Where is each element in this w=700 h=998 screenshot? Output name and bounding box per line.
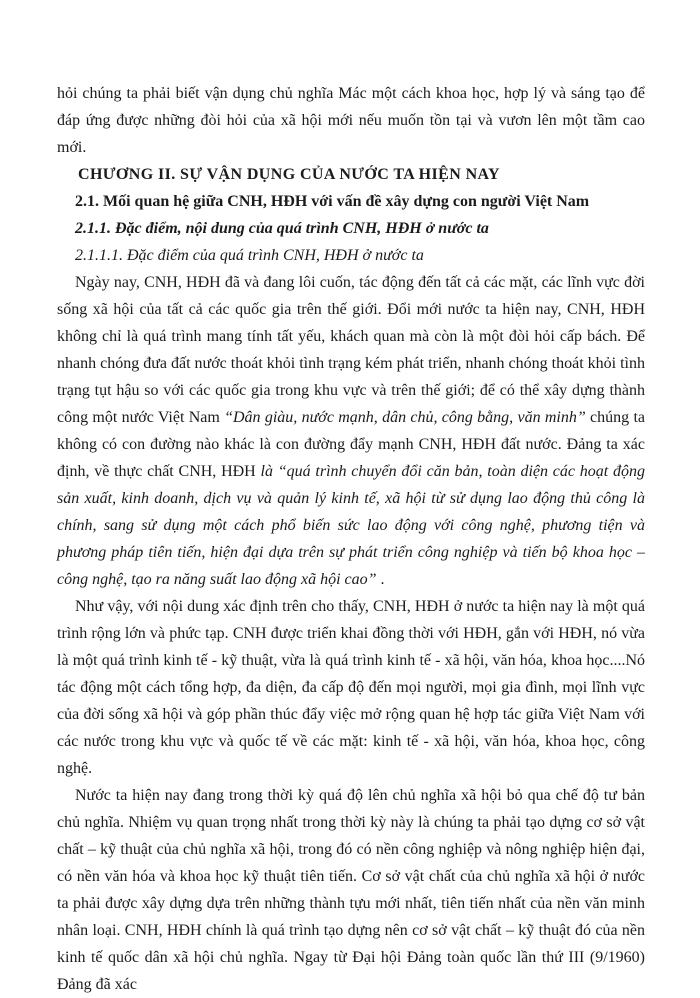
paragraph-1-quote-1: “Dân giàu, nước mạnh, dân chủ, công bằng, văn minh” bbox=[224, 409, 586, 426]
paragraph-2: Như vậy, với nội dung xác định trên cho thấy, CNH, HĐH ở nước ta hiện nay là một quá trình rộng lớn và phức tạp. CNH được triển khai đồng thời với HĐH, gắn với HĐH, nó vừa là một quá trình kinh tế - kỹ thuật, vừa là quá trình kinh tế - xã hội, văn hóa, khoa học....Nó tác động một cách tổng hợp, đa diện, đa cấp độ đến mọi người, mọi gia đình, mọi lĩnh vực của đời sống xã hội và góp phần thúc đẩy việc mở rộng quan hệ hợp tác giữa Việt Nam với các nước trong khu vực và quốc tế về các mặt: kinh tế - xã hội, văn hóa, khoa học, công nghệ. bbox=[57, 598, 645, 777]
continuation-paragraph: hỏi chúng ta phải biết vận dụng chủ nghĩa Mác một cách khoa học, hợp lý và sáng tạo để đáp ứng được những đòi hỏi của xã hội mới nếu muốn tồn tại và vươn lên một tầm cao mới. bbox=[57, 85, 645, 156]
paragraph-1-text-run-3: . bbox=[376, 571, 385, 588]
paragraph-1-quote-2: là “quá trình chuyển đổi căn bản, toàn diện các hoạt động sản xuất, kinh doanh, dịch vụ và quản lý kinh tế, xã hội từ sử dụng lao động thủ công là chính, sang sử dụng một cách phổ biến sức lao động với công nghệ, phương tiện và phương pháp tiên tiến, hiện đại dựa trên sự phát triển công nghiệp và tiến bộ khoa học – công nghệ, tạo ra năng suất lao động xã hội cao” bbox=[57, 463, 646, 588]
subsubsection-heading: 2.1.1.1. Đặc điểm của quá trình CNH, HĐH ở nước ta bbox=[75, 247, 424, 264]
paragraph-1 bbox=[57, 269, 645, 593]
paragraph-1-text-run-2: chúng ta không có con đường nào khác là con đường đẩy mạnh CNH, HĐH đất nước. Đảng ta xác định, về thực chất CNH, HĐH bbox=[57, 409, 645, 480]
paragraph-1-text-run-1: Ngày nay, CNH, HĐH đã và đang lôi cuốn, tác động đến tất cả các mặt, các lĩnh vực đời sống xã hội của tất cả các quốc gia trên thế giới. Đổi mới nước ta hiện nay, CNH, HĐH không chỉ là quá trình mang tính tất yếu, khách quan mà còn là một đòi hỏi cấp bách. Để nhanh chóng đưa đất nước thoát khỏi tình trạng kém phát triển, nhanh chóng thoát khỏi tình trạng tụt hậu so với các quốc gia trong khu vực và trên thế giới; để có thể xây dựng thành công một nước Việt Nam bbox=[57, 274, 645, 426]
section-heading: 2.1. Mối quan hệ giữa CNH, HĐH với vấn đề xây dựng con người Việt Nam bbox=[75, 193, 590, 210]
chapter-heading: CHƯƠNG II. SỰ VẬN DỤNG CỦA NƯỚC TA HIỆN NAY bbox=[78, 166, 500, 183]
subsection-heading: 2.1.1. Đặc điểm, nội dung của quá trình CNH, HĐH ở nước ta bbox=[75, 220, 489, 237]
paragraph-3: Nước ta hiện nay đang trong thời kỳ quá độ lên chủ nghĩa xã hội bỏ qua chế độ tư bản chủ nghĩa. Nhiệm vụ quan trọng nhất trong thời kỳ này là chúng ta phải tạo dựng cơ sở vật chất – kỹ thuật của chủ nghĩa xã hội, trong đó có nền công nghiệp và nông nghiệp hiện đại, có nền văn hóa và khoa học kỹ thuật tiên tiến. Cơ sở vật chất của chủ nghĩa xã hội ở nước ta phải được xây dựng dựa trên những thành tựu mới nhất, tiên tiến nhất của nền văn minh nhân loại. CNH, HĐH chính là quá trình tạo dựng nên cơ sở vật chất – kỹ thuật đó của nền kinh tế quốc dân xã hội chủ nghĩa. Ngay từ Đại hội Đảng toàn quốc lần thứ III (9/1960) Đảng đã xác bbox=[57, 787, 645, 993]
